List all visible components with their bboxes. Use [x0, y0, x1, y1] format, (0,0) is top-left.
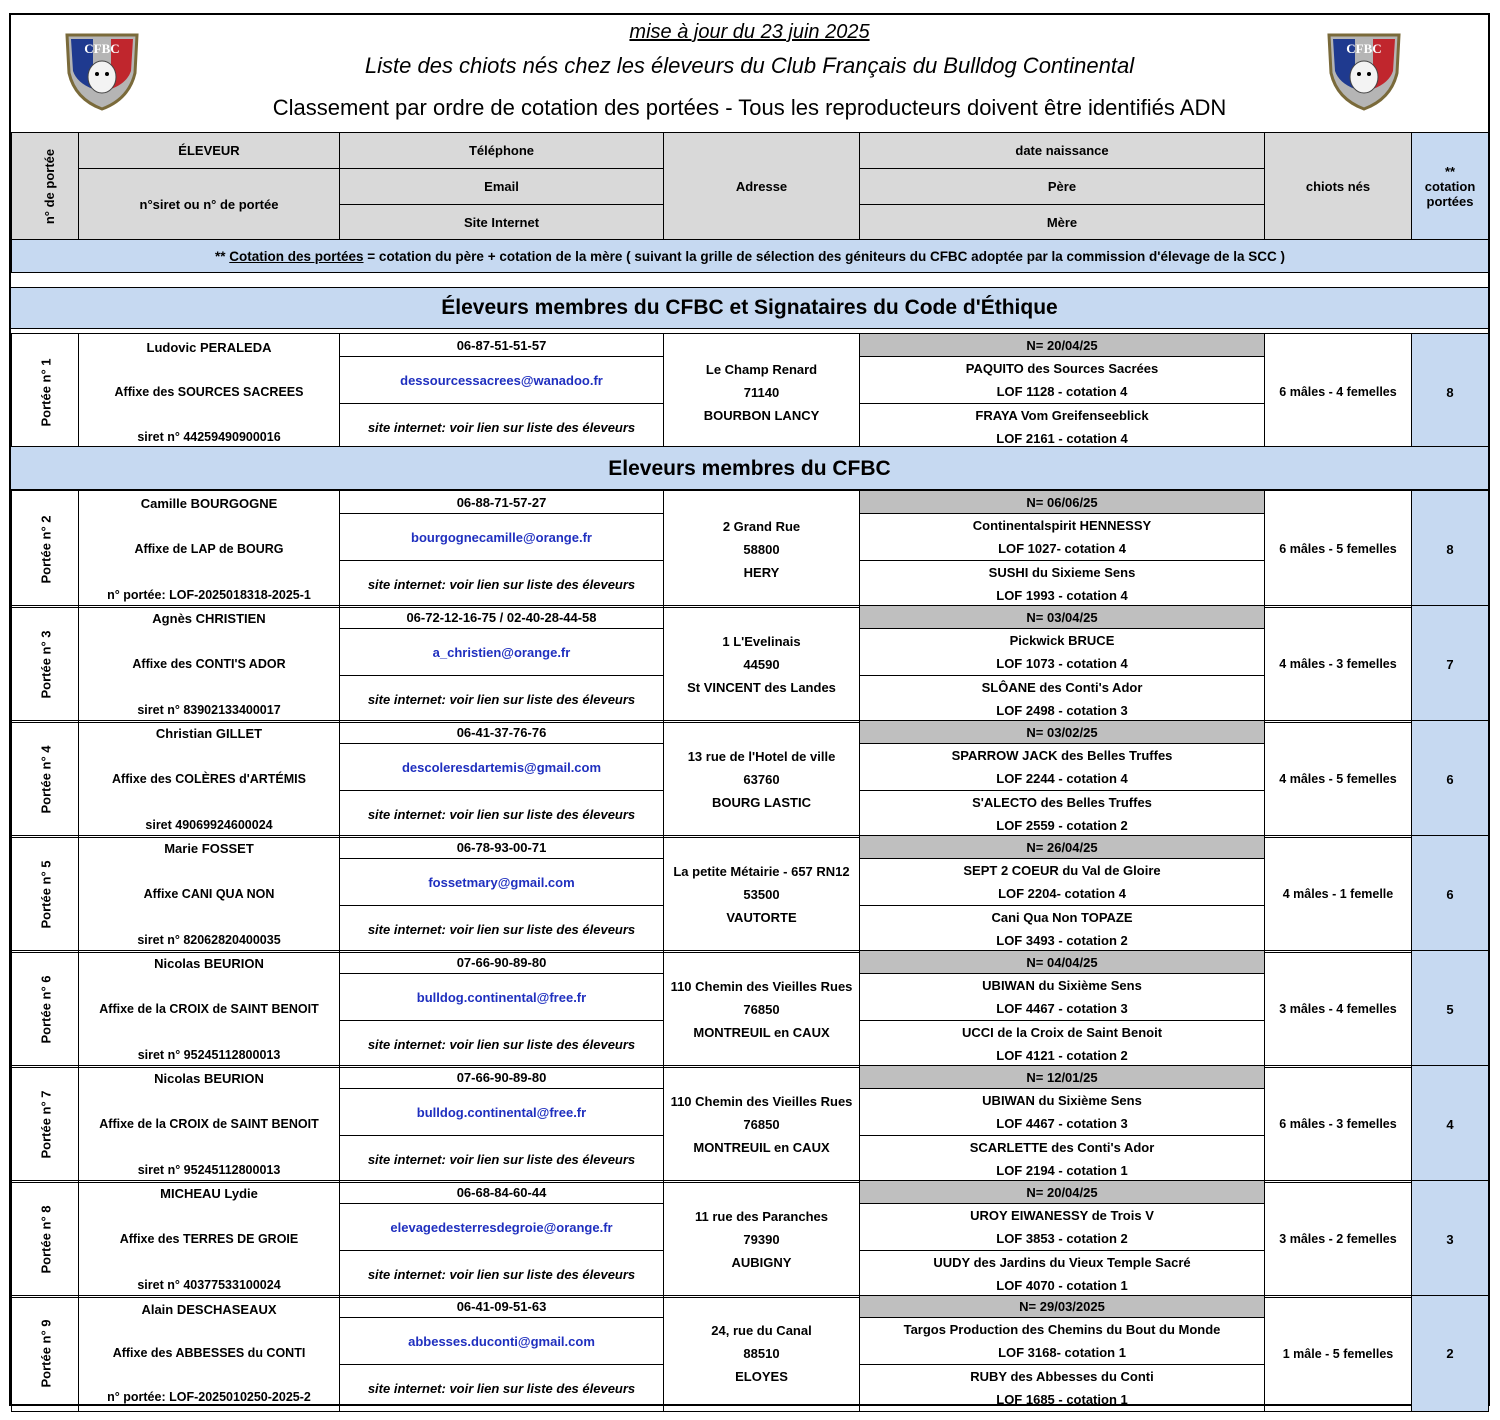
birth-date: N= 20/04/25 — [860, 334, 1265, 357]
breeder-phone: 06-41-09-51-63 — [340, 1296, 664, 1318]
breeder-siret: siret n° 95245112800013 — [137, 1047, 281, 1062]
puppies-born: 3 mâles - 4 femelles — [1265, 951, 1412, 1068]
breeder-cell — [79, 334, 340, 451]
breeder-address: Le Champ Renard 71140 BOURBON LANCY — [664, 334, 860, 451]
father-info: Targos Production des Chemins du Bout du Monde LOF 3168- cotation 1 — [860, 1318, 1265, 1365]
puppies-born: 4 mâles - 1 femelle — [1265, 836, 1412, 953]
breeder-email-link[interactable]: a_christien@orange.fr — [340, 629, 664, 676]
mother-info: UCCI de la Croix de Saint Benoit LOF 4121 - cotation 2 — [860, 1021, 1265, 1068]
breeder-cell — [79, 491, 340, 608]
breeder-name: Nicolas BEURION — [154, 1070, 264, 1086]
puppies-born: 6 mâles - 4 femelles — [1265, 334, 1412, 451]
breeder-cell — [79, 836, 340, 953]
mother-info: RUBY des Abbesses du Conti LOF 1685 - cotation 1 — [860, 1365, 1265, 1412]
litter-cotation: 4 — [1412, 1066, 1489, 1183]
breeder-phone: 06-78-93-00-71 — [340, 836, 664, 859]
col-portee: n° de portée — [12, 133, 79, 240]
breeder-cell — [79, 1296, 340, 1412]
birth-date: N= 03/02/25 — [860, 721, 1265, 744]
col-chiots: chiots nés — [1265, 133, 1412, 240]
breeder-name: Marie FOSSET — [164, 840, 254, 856]
breeder-address: 24, rue du Canal 88510 ELOYES — [664, 1296, 860, 1412]
col-adresse: Adresse — [664, 133, 860, 240]
litter-cotation: 8 — [1412, 491, 1489, 608]
litter-row — [11, 835, 1489, 953]
litter-row — [11, 1180, 1489, 1298]
puppies-born: 4 mâles - 3 femelles — [1265, 606, 1412, 723]
litter-row — [11, 950, 1489, 1068]
breeder-affixe: Affixe des ABBESSES du CONTI — [112, 1346, 306, 1360]
document-header — [11, 15, 1488, 134]
breeder-affixe: Affixe des SOURCES SACREES — [114, 384, 304, 399]
portee-number: Portée n° 1 — [12, 334, 79, 451]
breeder-siret: siret n° 95245112800013 — [137, 1162, 281, 1177]
litter-row — [11, 720, 1489, 838]
father-info: SEPT 2 COEUR du Val de Gloire LOF 2204- cotation 4 — [860, 859, 1265, 906]
mother-info: UUDY des Jardins du Vieux Temple Sacré LOF 4070 - cotation 1 — [860, 1251, 1265, 1298]
litter-row — [11, 490, 1489, 608]
breeder-siret: n° portée: LOF-2025010250-2025-2 — [107, 1390, 311, 1404]
litter-cotation: 6 — [1412, 721, 1489, 838]
litter-list-sheet — [9, 13, 1490, 1406]
breeder-email-link[interactable]: bulldog.continental@free.fr — [340, 1089, 664, 1136]
svg-text:CFBC: CFBC — [84, 41, 120, 56]
breeder-address: La petite Métairie - 657 RN12 53500 VAUTORTE — [664, 836, 860, 953]
breeder-site-link[interactable]: site internet: voir lien sur liste des éleveurs — [340, 791, 664, 838]
portee-number: Portée n° 3 — [12, 606, 79, 723]
breeder-email-link[interactable]: fossetmary@gmail.com — [340, 859, 664, 906]
section-title-membres: Eleveurs membres du CFBC — [11, 446, 1488, 490]
puppies-born: 6 mâles - 3 femelles — [1265, 1066, 1412, 1183]
puppies-born: 6 mâles - 5 femelles — [1265, 491, 1412, 608]
document-subtitle: Classement par ordre de cotation des portées - Tous les reproducteurs doivent être identifiés ADN — [272, 95, 1227, 120]
portee-number: Portée n° 6 — [12, 951, 79, 1068]
puppies-born: 1 mâle - 5 femelles — [1265, 1296, 1412, 1412]
breeder-address: 2 Grand Rue 58800 HERY — [664, 491, 860, 608]
birth-date: N= 20/04/25 — [860, 1181, 1265, 1204]
birth-date: N= 12/01/25 — [860, 1066, 1265, 1089]
breeder-name: MICHEAU Lydie — [160, 1185, 258, 1201]
svg-text:CFBC: CFBC — [1346, 41, 1382, 56]
litter-row — [11, 1295, 1489, 1412]
mother-info: SUSHI du Sixieme Sens LOF 1993 - cotation 4 — [860, 561, 1265, 608]
portee-number: Portée n° 2 — [12, 491, 79, 608]
breeder-siret: siret n° 83902133400017 — [137, 702, 281, 717]
mother-info: SCARLETTE des Conti's Ador LOF 2194 - cotation 1 — [860, 1136, 1265, 1183]
breeder-phone: 06-72-12-16-75 / 02-40-28-44-58 — [340, 606, 664, 629]
breeder-site-link[interactable]: site internet: voir lien sur liste des éleveurs — [340, 676, 664, 723]
litter-cotation: 6 — [1412, 836, 1489, 953]
breeder-cell — [79, 951, 340, 1068]
col-date: date naissance — [860, 133, 1265, 169]
breeder-siret: siret n° 40377533100024 — [137, 1277, 281, 1292]
breeder-name: Camille BOURGOGNE — [140, 495, 278, 511]
breeder-address: 11 rue des Paranches 79390 AUBIGNY — [664, 1181, 860, 1298]
breeder-phone: 06-41-37-76-76 — [340, 721, 664, 744]
breeder-name: Ludovic PERALEDA — [146, 339, 272, 355]
breeder-name: Agnès CHRISTIEN — [152, 610, 266, 626]
father-info: Pickwick BRUCE LOF 1073 - cotation 4 — [860, 629, 1265, 676]
section-title-ethique: Éleveurs membres du CFBC et Signataires du Code d'Éthique — [11, 287, 1488, 329]
breeder-siret: siret n° 82062820400035 — [137, 932, 281, 947]
birth-date: N= 29/03/2025 — [860, 1296, 1265, 1318]
litter-cotation: 8 — [1412, 334, 1489, 451]
father-info: UROY EIWANESSY de Trois V LOF 3853 - cotation 2 — [860, 1204, 1265, 1251]
col-mere: Mère — [860, 205, 1265, 240]
breeder-siret: siret n° 44259490900016 — [137, 429, 281, 444]
col-pere: Père — [860, 169, 1265, 205]
birth-date: N= 26/04/25 — [860, 836, 1265, 859]
breeder-cell — [79, 606, 340, 723]
portee-number: Portée n° 9 — [12, 1296, 79, 1412]
portee-number: Portée n° 7 — [12, 1066, 79, 1183]
breeder-siret: siret 49069924600024 — [145, 817, 273, 832]
litter-row — [11, 1065, 1489, 1183]
col-telephone: Téléphone — [340, 133, 664, 169]
breeder-siret: n° portée: LOF-2025018318-2025-1 — [107, 587, 311, 602]
breeder-address: 13 rue de l'Hotel de ville 63760 BOURG LASTIC — [664, 721, 860, 838]
father-info: Continentalspirit HENNESSY LOF 1027- cotation 4 — [860, 514, 1265, 561]
litter-cotation: 2 — [1412, 1296, 1489, 1412]
col-cotation: ** cotation portées — [1412, 133, 1489, 240]
breeder-email-link[interactable]: dessourcessacrees@wanadoo.fr — [340, 357, 664, 404]
breeder-name: Alain DESCHASEAUX — [141, 1302, 277, 1317]
breeder-phone: 06-68-84-60-44 — [340, 1181, 664, 1204]
breeder-email-link[interactable]: bourgognecamille@orange.fr — [340, 514, 664, 561]
document-title: Liste des chiots nés chez les éleveurs du Club Français du Bulldog Continental — [364, 53, 1135, 78]
portee-number: Portée n° 4 — [12, 721, 79, 838]
breeder-name: Nicolas BEURION — [154, 955, 264, 971]
breeder-phone: 07-66-90-89-80 — [340, 951, 664, 974]
litter-cotation: 5 — [1412, 951, 1489, 1068]
breeder-email-link[interactable]: descoleresdartemis@gmail.com — [340, 744, 664, 791]
portee-number: Portée n° 8 — [12, 1181, 79, 1298]
breeder-site-link[interactable]: site internet: voir lien sur liste des éleveurs — [340, 404, 664, 451]
litter-cotation: 3 — [1412, 1181, 1489, 1298]
breeder-site-link[interactable]: site internet: voir lien sur liste des éleveurs — [340, 1365, 664, 1412]
update-date: mise à jour du 23 juin 2025 — [629, 21, 870, 43]
breeder-phone: 06-88-71-57-27 — [340, 491, 664, 514]
column-header-table — [11, 132, 1489, 273]
breeder-site-link[interactable]: site internet: voir lien sur liste des éleveurs — [340, 561, 664, 608]
col-eleveur: ÉLEVEUR — [79, 133, 340, 169]
breeder-affixe: Affixe des TERRES DE GROIE — [119, 1231, 299, 1246]
mother-info: SLÔANE des Conti's Ador LOF 2498 - cotation 3 — [860, 676, 1265, 723]
mother-info: Cani Qua Non TOPAZE LOF 3493 - cotation 2 — [860, 906, 1265, 953]
breeder-cell — [79, 721, 340, 838]
father-info: PAQUITO des Sources Sacrées LOF 1128 - cotation 4 — [860, 357, 1265, 404]
birth-date: N= 04/04/25 — [860, 951, 1265, 974]
breeder-email-link[interactable]: elevagedesterresdegroie@orange.fr — [340, 1204, 664, 1251]
litter-row — [11, 333, 1489, 451]
breeder-phone: 06-87-51-51-57 — [340, 334, 664, 357]
breeder-name: Christian GILLET — [155, 725, 263, 741]
breeder-address: 1 L'Evelinais 44590 St VINCENT des Landes — [664, 606, 860, 723]
breeder-affixe: Affixe CANI QUA NON — [143, 886, 275, 901]
breeder-site-link[interactable]: site internet: voir lien sur liste des éleveurs — [340, 1136, 664, 1183]
puppies-born: 4 mâles - 5 femelles — [1265, 721, 1412, 838]
breeder-address: 110 Chemin des Vieilles Rues 76850 MONTREUIL en CAUX — [664, 951, 860, 1068]
father-info: UBIWAN du Sixième Sens LOF 4467 - cotation 3 — [860, 1089, 1265, 1136]
puppies-born: 3 mâles - 2 femelles — [1265, 1181, 1412, 1298]
col-siret: n°siret ou n° de portée — [79, 169, 340, 240]
portee-number: Portée n° 5 — [12, 836, 79, 953]
breeder-site-link[interactable]: site internet: voir lien sur liste des éleveurs — [340, 906, 664, 953]
mother-info: FRAYA Vom Greifenseeblick LOF 2161 - cotation 4 — [860, 404, 1265, 451]
father-info: UBIWAN du Sixième Sens LOF 4467 - cotation 3 — [860, 974, 1265, 1021]
birth-date: N= 03/04/25 — [860, 606, 1265, 629]
breeder-affixe: Affixe de la CROIX de SAINT BENOIT — [99, 1116, 319, 1131]
breeder-address: 110 Chemin des Vieilles Rues 76850 MONTREUIL en CAUX — [664, 1066, 860, 1183]
col-email: Email — [340, 169, 664, 205]
breeder-affixe: Affixe des CONTI'S ADOR — [132, 656, 286, 671]
cotation-note: ** Cotation des portées = cotation du père + cotation de la mère ( suivant la grille de sélection des géniteurs du CFBC adoptée par la commission d'élevage de la SCC ) — [12, 240, 1489, 273]
breeder-site-link[interactable]: site internet: voir lien sur liste des éleveurs — [340, 1021, 664, 1068]
breeder-cell — [79, 1066, 340, 1183]
breeder-phone: 07-66-90-89-80 — [340, 1066, 664, 1089]
breeder-affixe: Affixe des COLÈRES d'ARTÉMIS — [112, 771, 306, 786]
breeder-site-link[interactable]: site internet: voir lien sur liste des éleveurs — [340, 1251, 664, 1298]
birth-date: N= 06/06/25 — [860, 491, 1265, 514]
breeder-email-link[interactable]: abbesses.duconti@gmail.com — [340, 1318, 664, 1365]
breeder-affixe: Affixe de la CROIX de SAINT BENOIT — [99, 1001, 319, 1016]
breeder-affixe: Affixe de LAP de BOURG — [134, 541, 284, 556]
breeder-email-link[interactable]: bulldog.continental@free.fr — [340, 974, 664, 1021]
col-site: Site Internet — [340, 205, 664, 240]
mother-info: S'ALECTO des Belles Truffes LOF 2559 - cotation 2 — [860, 791, 1265, 838]
litter-cotation: 7 — [1412, 606, 1489, 723]
breeder-cell — [79, 1181, 340, 1298]
litter-row — [11, 605, 1489, 723]
father-info: SPARROW JACK des Belles Truffes LOF 2244 - cotation 4 — [860, 744, 1265, 791]
